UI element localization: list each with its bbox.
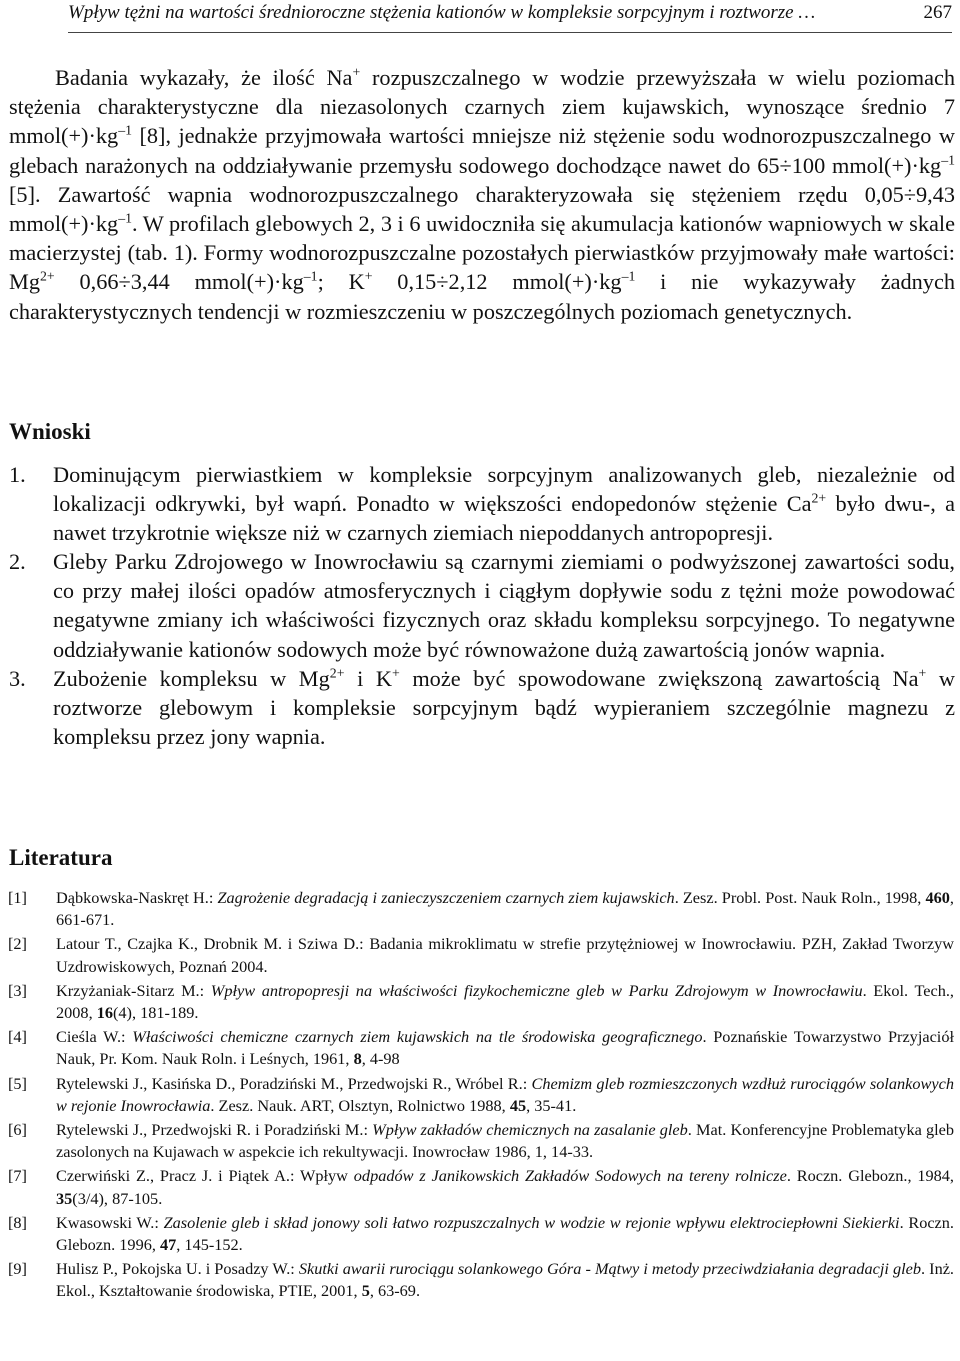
conclusion-item (9, 664, 955, 751)
superscript: 2+ (329, 665, 345, 681)
conclusion-number: 1. (9, 462, 26, 487)
superscript: –1 (118, 210, 132, 226)
reference-text: Czerwiński Z., Pracz J. i Piątek A.: Wpływ odpadów z Janikowskich Zakładów Sodowych na tereny rolnicze. Roczn. Glebozn., 1984, 35(3/4), 87-105. (56, 1166, 954, 1208)
superscript: + (352, 64, 361, 80)
superscript: + (391, 665, 400, 681)
reference-number: [7] (8, 1166, 27, 1186)
conclusion-text: Gleby Parku Zdrojowego w Inowrocławiu są czarnymi ziemiami o podwyższonej zawartości sodu, co przy małej ilości opadów atmosferycznych i ciągłym dopływie sodu z tężni może powodować negatywne zmiany ich właściwości fizycznych oraz składu kompleksu sorpcyjnego. To negatywne oddziaływanie kationów sodowych może być równoważone dużą zawartością jonów wapnia. (53, 549, 955, 662)
reference-number: [9] (8, 1259, 27, 1279)
superscript: –1 (621, 268, 636, 284)
reference-text: Cieśla W.: Właściwości chemiczne czarnych ziem kujawskich na tle środowiska geograficznego. Poznańskie Towarzystwo Przyjaciół Nauk, Pr. Kom. Nauk Roln. i Leśnych, 1961, 8, 4-98 (56, 1027, 954, 1069)
reference-item (8, 887, 954, 931)
reference-number: [6] (8, 1120, 27, 1140)
reference-item (8, 1073, 954, 1117)
superscript: 2+ (811, 490, 827, 506)
superscript: –1 (303, 268, 318, 284)
reference-item (8, 1165, 954, 1209)
reference-item (8, 1026, 954, 1070)
references-list (8, 887, 954, 1305)
reference-item (8, 1258, 954, 1302)
reference-number: [2] (8, 934, 27, 954)
superscript: –1 (118, 122, 132, 138)
conclusion-number: 3. (9, 665, 26, 691)
section-heading-conclusions: Wnioski (9, 419, 91, 444)
conclusion-text: Zubożenie kompleksu w $Mg^{2+}$ i K+ może być spowodowane zwiększoną zawartością Na+ w roztworze glebowym i kompleksie sorpcyjnym bądź wypieraniem szczególnie magnezu z kompleksu przez jony wapnia. (53, 665, 955, 749)
body-paragraph-container (9, 63, 955, 326)
reference-number: [8] (8, 1212, 27, 1232)
reference-item (8, 980, 954, 1024)
conclusion-text: Dominującym pierwiastkiem w kompleksie sorpcyjnym analizowanych gleb, niezależnie od lokalizacji odkrywki, był wapń. Ponadto w większości endopedonów stężenie $Ca^{2+}$ było dwu-, a nawet trzykrotnie większe niż w czarnych ziemiach niepoddanych antropopresji. (53, 462, 955, 546)
reference-number: [4] (8, 1027, 27, 1047)
reference-text: Rytelewski J., Przedwojski R. i Poradziński M.: Wpływ zakładów chemicznych na zasalanie gleb. Mat. Konferencyjne Problematyka gleb zasolonych na Kujawach w aspekcie ich rekultywacji. Inowrocław 1986, 1, 14-33. (56, 1120, 955, 1162)
reference-text: Latour T., Czajka K., Drobnik M. i Sziwa D.: Badania mikroklimatu w strefie przytężniowej w Inowrocławiu. PZH, Zakład Tworzyw Uzdrowiskowych, Poznań 2004. (56, 934, 954, 976)
reference-number: [5] (8, 1073, 27, 1093)
superscript: + (918, 665, 927, 681)
reference-number: [3] (8, 980, 27, 1000)
conclusions-list (9, 460, 955, 751)
conclusion-item (9, 460, 955, 547)
reference-item (8, 1212, 954, 1256)
superscript: + (364, 268, 373, 284)
reference-number: [1] (8, 888, 27, 907)
section-heading-references: Literatura (9, 845, 113, 870)
reference-text: Rytelewski J., Kasińska D., Poradziński M., Przedwojski R., Wróbel R.: Chemizm gleb rozmieszczonych wzdłuż rurociągów solankowych w rejonie Inowrocławia. Zesz. Nauk. ART, Olsztyn, Rolnictwo 1988, 45, 35-41. (56, 1073, 954, 1115)
superscript: –1 (941, 152, 955, 168)
reference-item (8, 1119, 954, 1163)
reference-text: Dąbkowska-Naskręt H.: Zagrożenie degradacją i zanieczyszczeniem czarnych ziem kujawskich. Zesz. Probl. Post. Nauk Roln., 1998, 460, 661-671. (56, 888, 954, 930)
page-number: 267 (923, 2, 952, 23)
running-header (68, 0, 952, 33)
reference-text: Krzyżaniak-Sitarz M.: Wpływ antropopresji na właściwości fizykochemiczne gleb w Parku Zdrojowym w Inowrocławiu. Ekol. Tech., 2008, 16(4), 181-189. (56, 980, 954, 1023)
conclusion-item (9, 547, 955, 663)
reference-text: Kwasowski W.: Zasolenie gleb i skład jonowy soli łatwo rozpuszczalnych w wodzie w rejonie wpływu elektrociepłowni Siekierki. Roczn. Glebozn. 1996, 47, 145-152. (56, 1212, 954, 1255)
conclusion-number: 2. (9, 549, 26, 575)
superscript: 2+ (39, 268, 55, 284)
running-title: Wpływ tężni na wartości średnioroczne stężenia kationów w kompleksie sorpcyjnym i roztworze … (68, 2, 816, 23)
reference-text: Hulisz P., Pokojska U. i Posadzy W.: Skutki awarii rurociągu solankowego Góra - Mątwy i metody przeciwdziałania degradacji gleb. Inż. Ekol., Kształtowanie środowiska, PTIE, 2001, 5, 63-69. (56, 1259, 955, 1301)
body-paragraph: Badania wykazały, że ilość Na+ rozpuszczalnego w wodzie przewyższała w wielu poziomach stężenia charakterystyczne dla niezasolonych czarnych ziem kujawskich, wynoszące średnio 7 $mmol(+)\cdot kg^{-1}$ [8], jednakże przyjmowała wartości mniejsze niż stężenie sodu wodnorozpuszczalnego w glebach narażonych na oddziaływanie przemysłu sodowego dochodzące nawet do 65÷100 $mmol(+)\cdot kg^{-1}$ [5]. Zawartość wapnia wodnorozpuszczalnego charakteryzowała się stężeniem rzędu 0,05÷9,43 $mmol(+)\cdot kg^{-1}$. W profilach glebowych 2, 3 i 6 uwidoczniła się akumulacja kationów wapniowych w skale macierzystej (tab. 1). Formy wodnorozpuszczalne pozostałych pierwiastków przyjmowały małe wartości: $Mg^{2+}$ 0,66÷3,44 $mmol(+)\cdot kg^{-1}$; K+ 0,15÷2,12 $mmol(+)\cdot kg^{-1}$ i nie wykazywały żadnych charakterystycznych tendencji w rozmieszczeniu w poszczególnych poziomach genetycznych. (9, 64, 956, 324)
reference-item (8, 933, 954, 977)
